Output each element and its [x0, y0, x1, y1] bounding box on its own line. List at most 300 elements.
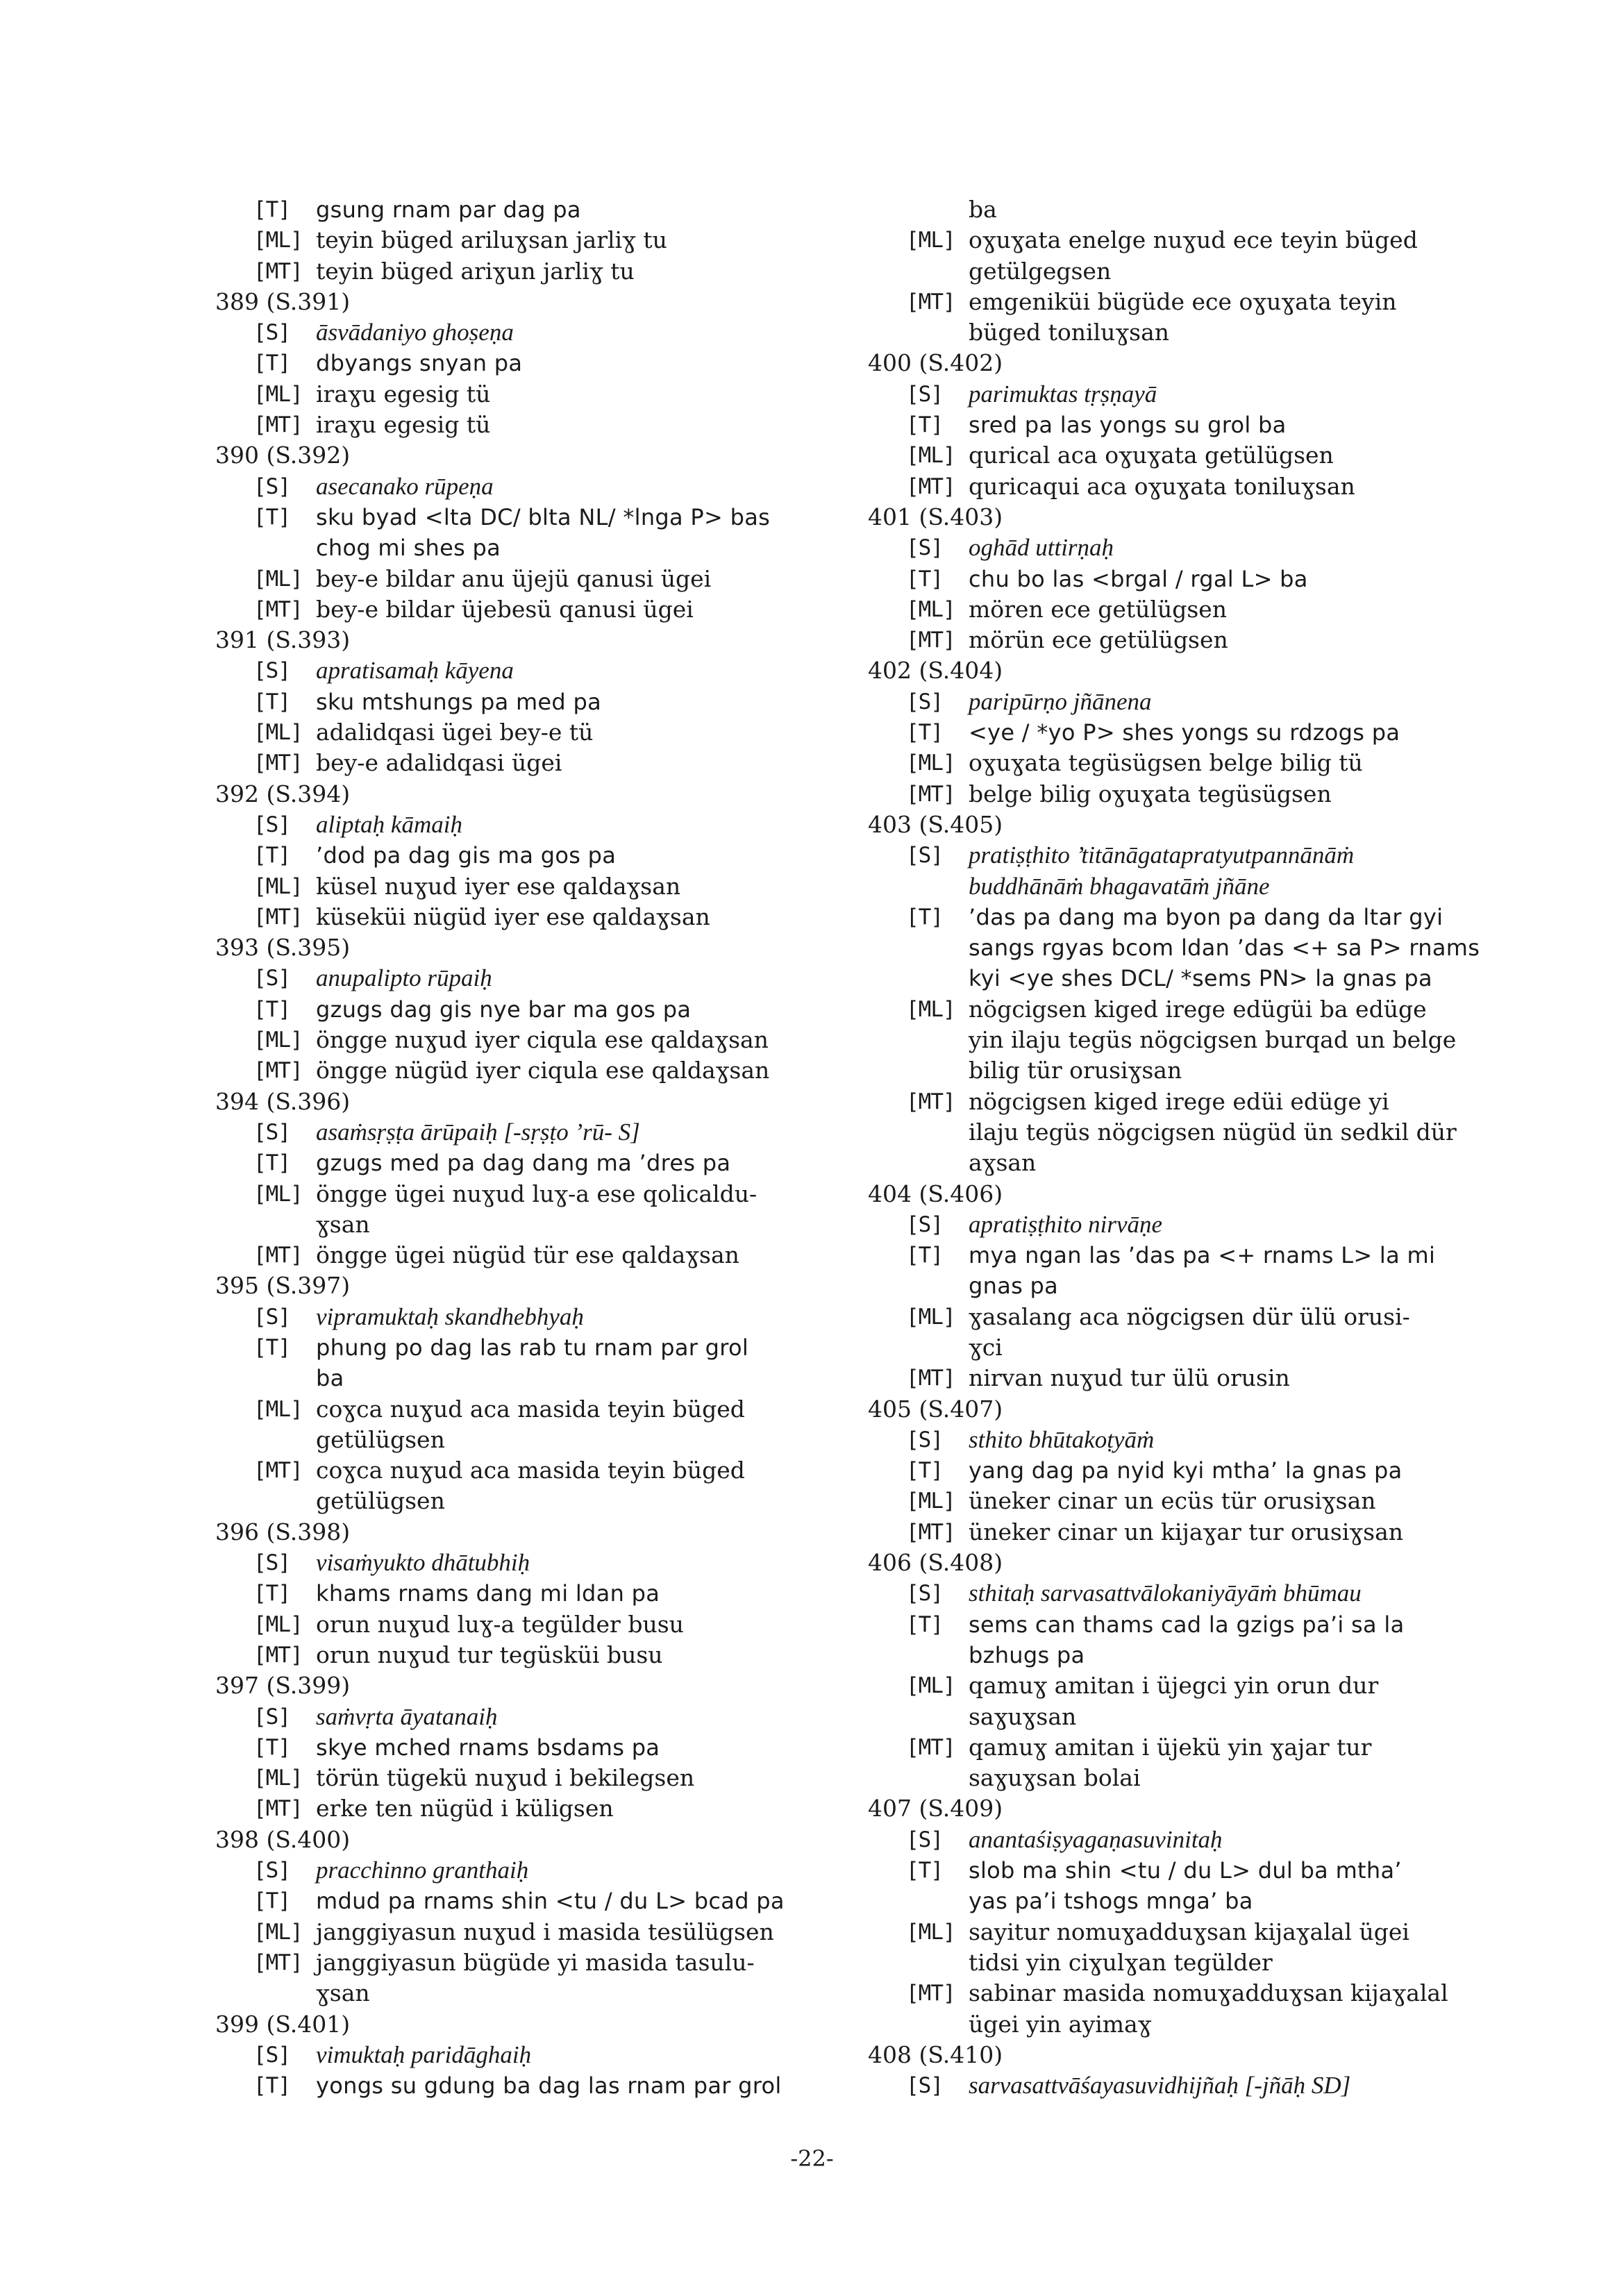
language-tag: [T] — [253, 1888, 290, 1914]
language-tag: [ML] — [906, 996, 955, 1022]
entry-text: orun nuɣud luɣ-a tegülder busu — [316, 1610, 684, 1638]
language-tag: [T] — [253, 689, 290, 714]
entry-line — [215, 810, 854, 840]
language-tag: [S] — [253, 1704, 290, 1729]
dictionary-entry — [868, 1394, 1507, 1548]
language-tag: [MT] — [253, 751, 303, 776]
entry-line — [868, 379, 1507, 410]
entry-text: sthitaḥ sarvasattvālokaniyāyāṁ bhūmau — [969, 1579, 1362, 1607]
entry-text: mya ngan las ’das pa <+ rnams L> la mi — [969, 1242, 1436, 1269]
language-tag — [906, 194, 969, 225]
entry-text: coɣca nuɣud aca masida teyin büged — [316, 1457, 745, 1484]
language-tag: [S] — [253, 1550, 290, 1576]
entry-text: belge bilig oɣuɣata tegüsügsen — [969, 780, 1332, 807]
entry-number: 401 (S.403) — [868, 503, 1003, 530]
entry-text: oɣuɣata enelge nuɣud ece teyin büged — [969, 226, 1418, 254]
entry-text: <ye / *yo P> shes yongs su rdzogs pa — [969, 719, 1400, 746]
entry-number: 404 (S.406) — [868, 1180, 1003, 1207]
entry-line — [215, 594, 854, 625]
entry-text: āsvādaniyo ghoṣeṇa — [316, 319, 514, 346]
entry-line — [215, 194, 854, 225]
entry-line — [868, 1917, 1507, 1947]
language-tag: [S] — [906, 1427, 943, 1452]
entry-text: sarvasattvāśayasuvidhijñaḥ [-jñāḥ SD] — [969, 2072, 1351, 2100]
entry-line — [215, 348, 854, 378]
entry-text-continuation — [868, 317, 1507, 348]
language-tag: [T] — [906, 1458, 943, 1484]
entry-line — [215, 655, 854, 686]
entry-line — [215, 1117, 854, 1148]
entry-line — [215, 1394, 854, 1425]
language-tag: [MT] — [253, 1058, 303, 1084]
language-tag: [S] — [906, 381, 943, 407]
language-tag: [ML] — [253, 1919, 303, 1945]
entry-text: ’dod pa dag gis ma gos pa — [316, 842, 617, 869]
entry-text-continuation — [868, 932, 1507, 963]
language-tag: [MT] — [253, 596, 303, 622]
entry-line — [868, 687, 1507, 717]
entry-text: mören ece getülügsen — [969, 595, 1228, 623]
entry-number: 394 (S.396) — [215, 1087, 351, 1115]
entry-line — [215, 1148, 854, 1178]
entry-text-continuation — [868, 1947, 1507, 1978]
entry-text: bzhugs pa — [969, 1641, 1085, 1668]
entry-line — [215, 1702, 854, 1732]
entry-text: yongs su gdung ba dag las rnam par grol — [316, 2072, 782, 2100]
entry-text: janggiyasun nuɣud i masida tesülügsen — [316, 1918, 774, 1945]
entry-text: sems can thams cad la gzigs pa’i sa la — [969, 1611, 1405, 1638]
language-tag: [ML] — [253, 1611, 303, 1637]
entry-text: teyin büged ariɣun jarliɣ tu — [316, 257, 635, 285]
entry-text: qamuɣ amitan i üjekü yin ɣajar tur — [969, 1733, 1372, 1761]
language-tag: [S] — [253, 1304, 290, 1330]
entry-line — [215, 1240, 854, 1271]
entry-line — [215, 1302, 854, 1332]
language-tag: [T] — [253, 1150, 290, 1176]
entry-text: tidsi yin ciɣulɣan tegülder — [969, 1948, 1273, 1976]
dictionary-entry — [215, 194, 854, 287]
dictionary-entry — [868, 502, 1507, 655]
language-tag: [T] — [253, 996, 290, 1022]
language-tag: [ML] — [906, 751, 955, 776]
entry-line — [868, 717, 1507, 748]
page-number: -22- — [790, 2145, 834, 2172]
entry-line — [868, 471, 1507, 502]
entry-text: teyin büged ariluɣsan jarliɣ tu — [316, 226, 667, 254]
language-tag: [ML] — [906, 1673, 955, 1699]
entry-line — [868, 287, 1507, 317]
entry-line — [215, 1179, 854, 1209]
entry-text: getülgegsen — [969, 257, 1112, 285]
entry-text: coɣca nuɣud aca masida teyin büged — [316, 1395, 745, 1423]
entry-text: gnas pa — [969, 1273, 1059, 1300]
entry-text: mdud pa rnams shin <tu / du L> bcad pa — [316, 1888, 785, 1915]
dictionary-entry — [868, 810, 1507, 1179]
right-column — [868, 194, 1507, 2101]
language-tag: [T] — [253, 197, 290, 222]
entry-text: törün tügekü nuɣud i bekilegsen — [316, 1764, 695, 1792]
entry-text: phung po dag las rab tu rnam par grol — [316, 1334, 749, 1361]
entry-line — [215, 2040, 854, 2070]
entry-text: sabinar masida nomuɣadduɣsan kijaɣalal — [969, 1979, 1448, 2007]
entry-line — [868, 1240, 1507, 1271]
entry-text: visaṁyukto dhātubhiḥ — [316, 1549, 530, 1577]
dictionary-entry — [868, 2040, 1507, 2102]
language-tag: [S] — [906, 689, 943, 714]
entry-text-continuation — [868, 1702, 1507, 1732]
entry-line — [215, 379, 854, 410]
entry-text-continuation — [868, 1886, 1507, 1916]
language-tag: [T] — [253, 1581, 290, 1607]
language-tag: [ML] — [906, 1304, 955, 1330]
language-tag: [T] — [906, 412, 943, 438]
language-tag: [S] — [253, 1858, 290, 1884]
entry-text: anupalipto rūpaiḥ — [316, 964, 492, 992]
entry-line — [868, 779, 1507, 810]
entry-number: 407 (S.409) — [868, 1795, 1003, 1822]
entry-line — [215, 502, 854, 533]
entry-text: ilaju tegüs nögcigsen nügüd ün sedkil dür — [969, 1118, 1457, 1146]
entry-line — [868, 994, 1507, 1025]
entry-text: sku mtshungs pa med pa — [316, 688, 602, 715]
entry-number: 392 (S.394) — [215, 780, 351, 807]
entry-text: aliptaḥ kāmaiḥ — [316, 810, 462, 838]
entry-text-continuation — [215, 1978, 854, 2009]
dictionary-entry — [215, 1271, 854, 1516]
entry-line — [868, 1978, 1507, 2009]
entry-text-continuation — [868, 2009, 1507, 2040]
entry-text: asaṁsṛṣṭa ārūpaiḥ [-sṛṣṭo ’rū- S] — [316, 1118, 640, 1146]
language-tag: [MT] — [906, 1089, 955, 1114]
dictionary-entry — [215, 625, 854, 778]
entry-text: ɣsan — [316, 1979, 370, 2007]
dictionary-entry — [215, 287, 854, 440]
language-tag: [ML] — [906, 443, 955, 469]
entry-text-continuation — [215, 533, 854, 563]
language-tag: [MT] — [906, 289, 955, 315]
entry-number: 391 (S.393) — [215, 626, 351, 654]
entry-text: saɣuɣsan — [969, 1702, 1077, 1730]
language-tag: [T] — [253, 1334, 290, 1360]
dictionary-entry — [215, 1087, 854, 1271]
entry-line — [868, 1732, 1507, 1763]
language-tag: [ML] — [253, 566, 303, 592]
entry-text: pratiṣṭhito ’titānāgatapratyutpannānāṁ — [969, 841, 1355, 869]
entry-text: nögcigsen kiged irege edügüi ba edüge — [969, 995, 1427, 1023]
entry-line — [868, 2070, 1507, 2101]
entry-text: pracchinno granthaiḥ — [316, 1857, 529, 1884]
entry-number: 408 (S.410) — [868, 2041, 1003, 2068]
entry-line — [868, 410, 1507, 440]
language-tag: [ML] — [906, 1919, 955, 1945]
entry-text: oɣuɣata tegüsügsen belge bilig tü — [969, 749, 1363, 777]
entry-text: öngge ügei nuɣud luɣ-a ese qolicaldu- — [316, 1180, 757, 1207]
language-tag: [T] — [906, 720, 943, 746]
language-tag: [MT] — [906, 1734, 955, 1760]
language-tag: [ML] — [253, 1766, 303, 1791]
language-tag: [ML] — [253, 1181, 303, 1207]
entry-line — [868, 1609, 1507, 1640]
entry-text: mörün ece getülügsen — [969, 626, 1228, 654]
entry-text: apratisamaḥ kāyena — [316, 657, 514, 685]
entry-line — [215, 1025, 854, 1055]
entry-line — [868, 225, 1507, 255]
entry-line — [215, 564, 854, 594]
entry-text: sred pa las yongs su grol ba — [969, 412, 1287, 439]
entry-line — [868, 533, 1507, 563]
entry-text: getülügsen — [316, 1487, 445, 1515]
entry-text: gzugs dag gis nye bar ma gos pa — [316, 996, 692, 1023]
language-tag: [S] — [253, 658, 290, 684]
entry-text: iraɣu egesig tü — [316, 411, 491, 439]
entry-line — [215, 1578, 854, 1609]
language-tag: [ML] — [253, 720, 303, 746]
entry-line — [215, 840, 854, 871]
entry-text: sangs rgyas bcom ldan ’das <+ sa P> rnams — [969, 935, 1480, 962]
entry-text: asecanako rūpeṇa — [316, 472, 494, 500]
language-tag: [MT] — [906, 781, 955, 807]
language-tag: [ML] — [253, 873, 303, 899]
entry-text-continuation — [868, 1640, 1507, 1670]
entry-line — [215, 902, 854, 932]
entry-text: bey-e adalidqasi ügei — [316, 749, 562, 777]
dictionary-entry — [215, 1825, 854, 2009]
entry-text-continuation — [868, 1332, 1507, 1363]
entry-text-continuation — [215, 1363, 854, 1393]
entry-line — [868, 1455, 1507, 1486]
entry-text: erke ten nügüd i küligsen — [316, 1795, 614, 1822]
entry-text: parimuktas tṛṣṇayā — [969, 380, 1157, 408]
entry-text: ügei yin ayimaɣ — [969, 2010, 1152, 2038]
entry-number: 400 (S.402) — [868, 349, 1003, 377]
entry-number: 393 (S.395) — [215, 934, 351, 962]
language-tag: [T] — [906, 566, 943, 592]
entry-line — [215, 410, 854, 440]
language-tag: [MT] — [906, 1366, 955, 1391]
language-tag: [S] — [253, 474, 290, 499]
language-tag: [S] — [253, 320, 290, 346]
entry-line — [868, 1363, 1507, 1393]
language-tag: [T] — [253, 504, 290, 530]
entry-line — [868, 440, 1507, 471]
language-tag: [S] — [253, 1119, 290, 1145]
entry-text-continuation — [868, 1117, 1507, 1148]
entry-text-continuation — [868, 1148, 1507, 1178]
entry-number: 398 (S.400) — [215, 1825, 351, 1853]
entry-text-continuation — [868, 1025, 1507, 1055]
entry-text-continuation — [868, 1763, 1507, 1793]
entry-text: ɣci — [969, 1333, 1003, 1361]
language-tag: [ML] — [906, 228, 955, 253]
entry-line — [215, 1886, 854, 1916]
entry-text-continuation — [868, 963, 1507, 994]
entry-text: üneker cinar un ecüs tür orusiɣsan — [969, 1487, 1376, 1515]
language-tag: [MT] — [906, 1981, 955, 2006]
language-tag: [MT] — [253, 258, 303, 284]
entry-text: sayitur nomuɣadduɣsan kijaɣalal ügei — [969, 1918, 1409, 1945]
language-tag: [S] — [253, 2042, 290, 2068]
language-tag: [T] — [906, 1611, 943, 1637]
language-tag: [MT] — [253, 904, 303, 930]
entry-text: bilig tür orusiɣsan — [969, 1057, 1182, 1084]
entry-text: bey-e bildar anu üjejü qanusi ügei — [316, 564, 712, 592]
entry-number: 390 (S.392) — [215, 442, 351, 469]
entry-text: vimuktaḥ paridāghaiḥ — [316, 2041, 532, 2068]
entry-text: chog mi shes pa — [316, 535, 501, 562]
dictionary-entry — [215, 1670, 854, 1824]
entry-number: 397 (S.399) — [215, 1672, 351, 1700]
entry-number: 403 (S.405) — [868, 810, 1003, 838]
language-tag: [MT] — [253, 412, 303, 438]
entry-text: nögcigsen kiged irege edüi edüge yi — [969, 1087, 1389, 1115]
dictionary-entry — [868, 655, 1507, 809]
dictionary-entry — [215, 440, 854, 625]
entry-line — [215, 2070, 854, 2101]
entry-text: quricaqui aca oɣuɣata toniluɣsan — [969, 472, 1355, 500]
entry-line — [868, 840, 1507, 871]
entry-text: gsung rnam par dag pa — [316, 196, 581, 223]
language-tag: [MT] — [253, 1642, 303, 1668]
entry-line — [215, 1917, 854, 1947]
entry-line — [215, 1055, 854, 1086]
entry-text: öngge ügei nügüd tür ese qaldaɣsan — [316, 1241, 739, 1269]
entry-line — [215, 256, 854, 287]
entry-number: 389 (S.391) — [215, 287, 351, 315]
language-tag: [ML] — [906, 596, 955, 622]
dictionary-entry — [215, 779, 854, 932]
entry-line — [868, 564, 1507, 594]
entry-line — [215, 963, 854, 994]
entry-line — [868, 1209, 1507, 1240]
entry-text: emgeniküi bügüde ece oɣuɣata teyin — [969, 287, 1397, 315]
language-tag: [T] — [253, 843, 290, 869]
entry-line — [215, 1763, 854, 1793]
language-tag: [S] — [253, 812, 290, 837]
entry-text: iraɣu egesig tü — [316, 380, 491, 408]
entry-text: saɣuɣsan bolai — [969, 1764, 1141, 1792]
entry-line — [868, 748, 1507, 778]
entry-line — [868, 1855, 1507, 1886]
language-tag: [T] — [253, 1734, 290, 1760]
language-tag: [ML] — [253, 1028, 303, 1053]
entry-line — [868, 1517, 1507, 1548]
entry-text: anantaśiṣyagaṇasuvinitaḥ — [969, 1825, 1223, 1853]
language-tag: [MT] — [253, 1243, 303, 1268]
language-tag: [S] — [253, 966, 290, 991]
entry-text: nirvan nuɣud tur ülü orusin — [969, 1364, 1290, 1392]
entry-line — [868, 1670, 1507, 1701]
entry-line — [868, 1825, 1507, 1855]
entry-text: ɣsan — [316, 1210, 370, 1238]
entry-text: oghād uttirṇaḥ — [969, 534, 1114, 562]
entry-line — [868, 1578, 1507, 1609]
dictionary-entry — [868, 1179, 1507, 1394]
language-tag: [ML] — [253, 1396, 303, 1422]
entry-text: buddhānāṁ bhagavatāṁ jñāne — [969, 872, 1270, 900]
entry-line — [215, 1855, 854, 1886]
entry-text: yas pa’i tshogs mnga’ ba — [969, 1888, 1253, 1915]
entry-line — [215, 317, 854, 348]
entry-line — [215, 1609, 854, 1640]
entry-line — [868, 594, 1507, 625]
entry-line — [215, 1455, 854, 1486]
entry-text: sku byad <lta DC/ blta NL/ *lnga P> bas — [316, 503, 771, 530]
entry-number: 396 (S.398) — [215, 1518, 351, 1545]
entry-text: üneker cinar un kijaɣar tur orusiɣsan — [969, 1518, 1404, 1545]
entry-number: 406 (S.408) — [868, 1549, 1003, 1577]
entry-text: ba — [969, 196, 997, 223]
entry-line — [868, 1302, 1507, 1332]
entry-line — [215, 1947, 854, 1978]
entry-number: 399 (S.401) — [215, 2010, 351, 2038]
dictionary-entry — [868, 1548, 1507, 1793]
entry-text-continuation — [868, 1055, 1507, 1086]
language-tag: [S] — [906, 2073, 943, 2099]
entry-line — [215, 717, 854, 748]
entry-text: orun nuɣud tur tegüsküi busu — [316, 1641, 663, 1668]
entry-line — [215, 1548, 854, 1578]
entry-text: kyi <ye shes DCL/ *sems PN> la gnas pa — [969, 965, 1432, 992]
entry-line — [868, 625, 1507, 655]
entry-text: khams rnams dang mi ldan pa — [316, 1580, 660, 1607]
entry-text-continuation — [868, 1271, 1507, 1301]
entry-text: qurical aca oɣuɣata getülügsen — [969, 442, 1334, 469]
entry-text: saṁvṛta āyatanaiḥ — [316, 1702, 498, 1730]
entry-text: aɣsan — [969, 1149, 1037, 1177]
dictionary-entry — [868, 348, 1507, 501]
language-tag: [S] — [906, 843, 943, 869]
entry-text: getülügsen — [316, 1425, 445, 1453]
entry-line — [215, 1640, 854, 1670]
language-tag: [MT] — [906, 628, 955, 653]
entry-text: skye mched rnams bsdams pa — [316, 1734, 660, 1761]
language-tag: [MT] — [906, 1519, 955, 1545]
entry-line — [868, 1486, 1507, 1516]
entry-text-continuation — [215, 1425, 854, 1455]
entry-text: yang dag pa nyid kyi mtha’ la gnas pa — [969, 1457, 1403, 1484]
entry-text: öngge nügüd iyer ciqula ese qaldaɣsan — [316, 1057, 770, 1084]
entry-text: ba — [316, 1365, 344, 1392]
entry-line — [868, 194, 1507, 225]
entry-line — [868, 902, 1507, 932]
dictionary-entry — [215, 2009, 854, 2102]
entry-text-continuation — [215, 1486, 854, 1516]
entry-text: chu bo las <brgal / rgal L> ba — [969, 565, 1308, 592]
entry-text-continuation — [868, 871, 1507, 902]
entry-number: 405 (S.407) — [868, 1395, 1003, 1423]
entry-text: ɣasalang aca nögcigsen dür ülü orusi- — [969, 1302, 1410, 1330]
entry-line — [868, 1425, 1507, 1455]
dictionary-entry — [868, 194, 1507, 348]
entry-text: adalidqasi ügei bey-e tü — [316, 719, 594, 746]
entry-line — [215, 1332, 854, 1363]
language-tag: [MT] — [253, 1950, 303, 1975]
language-tag: [T] — [906, 904, 943, 930]
entry-text: yin ilaju tegüs nögcigsen burqad un belge — [969, 1026, 1457, 1054]
entry-line — [215, 1732, 854, 1763]
language-tag: [T] — [906, 1243, 943, 1268]
entry-text: öngge nuɣud iyer ciqula ese qaldaɣsan — [316, 1026, 769, 1054]
entry-text: küseküi nügüd iyer ese qaldaɣsan — [316, 903, 710, 930]
entry-text: janggiyasun bügüde yi masida tasulu- — [316, 1948, 755, 1976]
entry-line — [215, 687, 854, 717]
language-tag: [S] — [906, 1827, 943, 1852]
language-tag: [MT] — [906, 474, 955, 499]
language-tag: [T] — [253, 2073, 290, 2099]
language-tag: [T] — [906, 1858, 943, 1884]
entry-number: 395 (S.397) — [215, 1272, 351, 1300]
language-tag: [MT] — [253, 1458, 303, 1484]
